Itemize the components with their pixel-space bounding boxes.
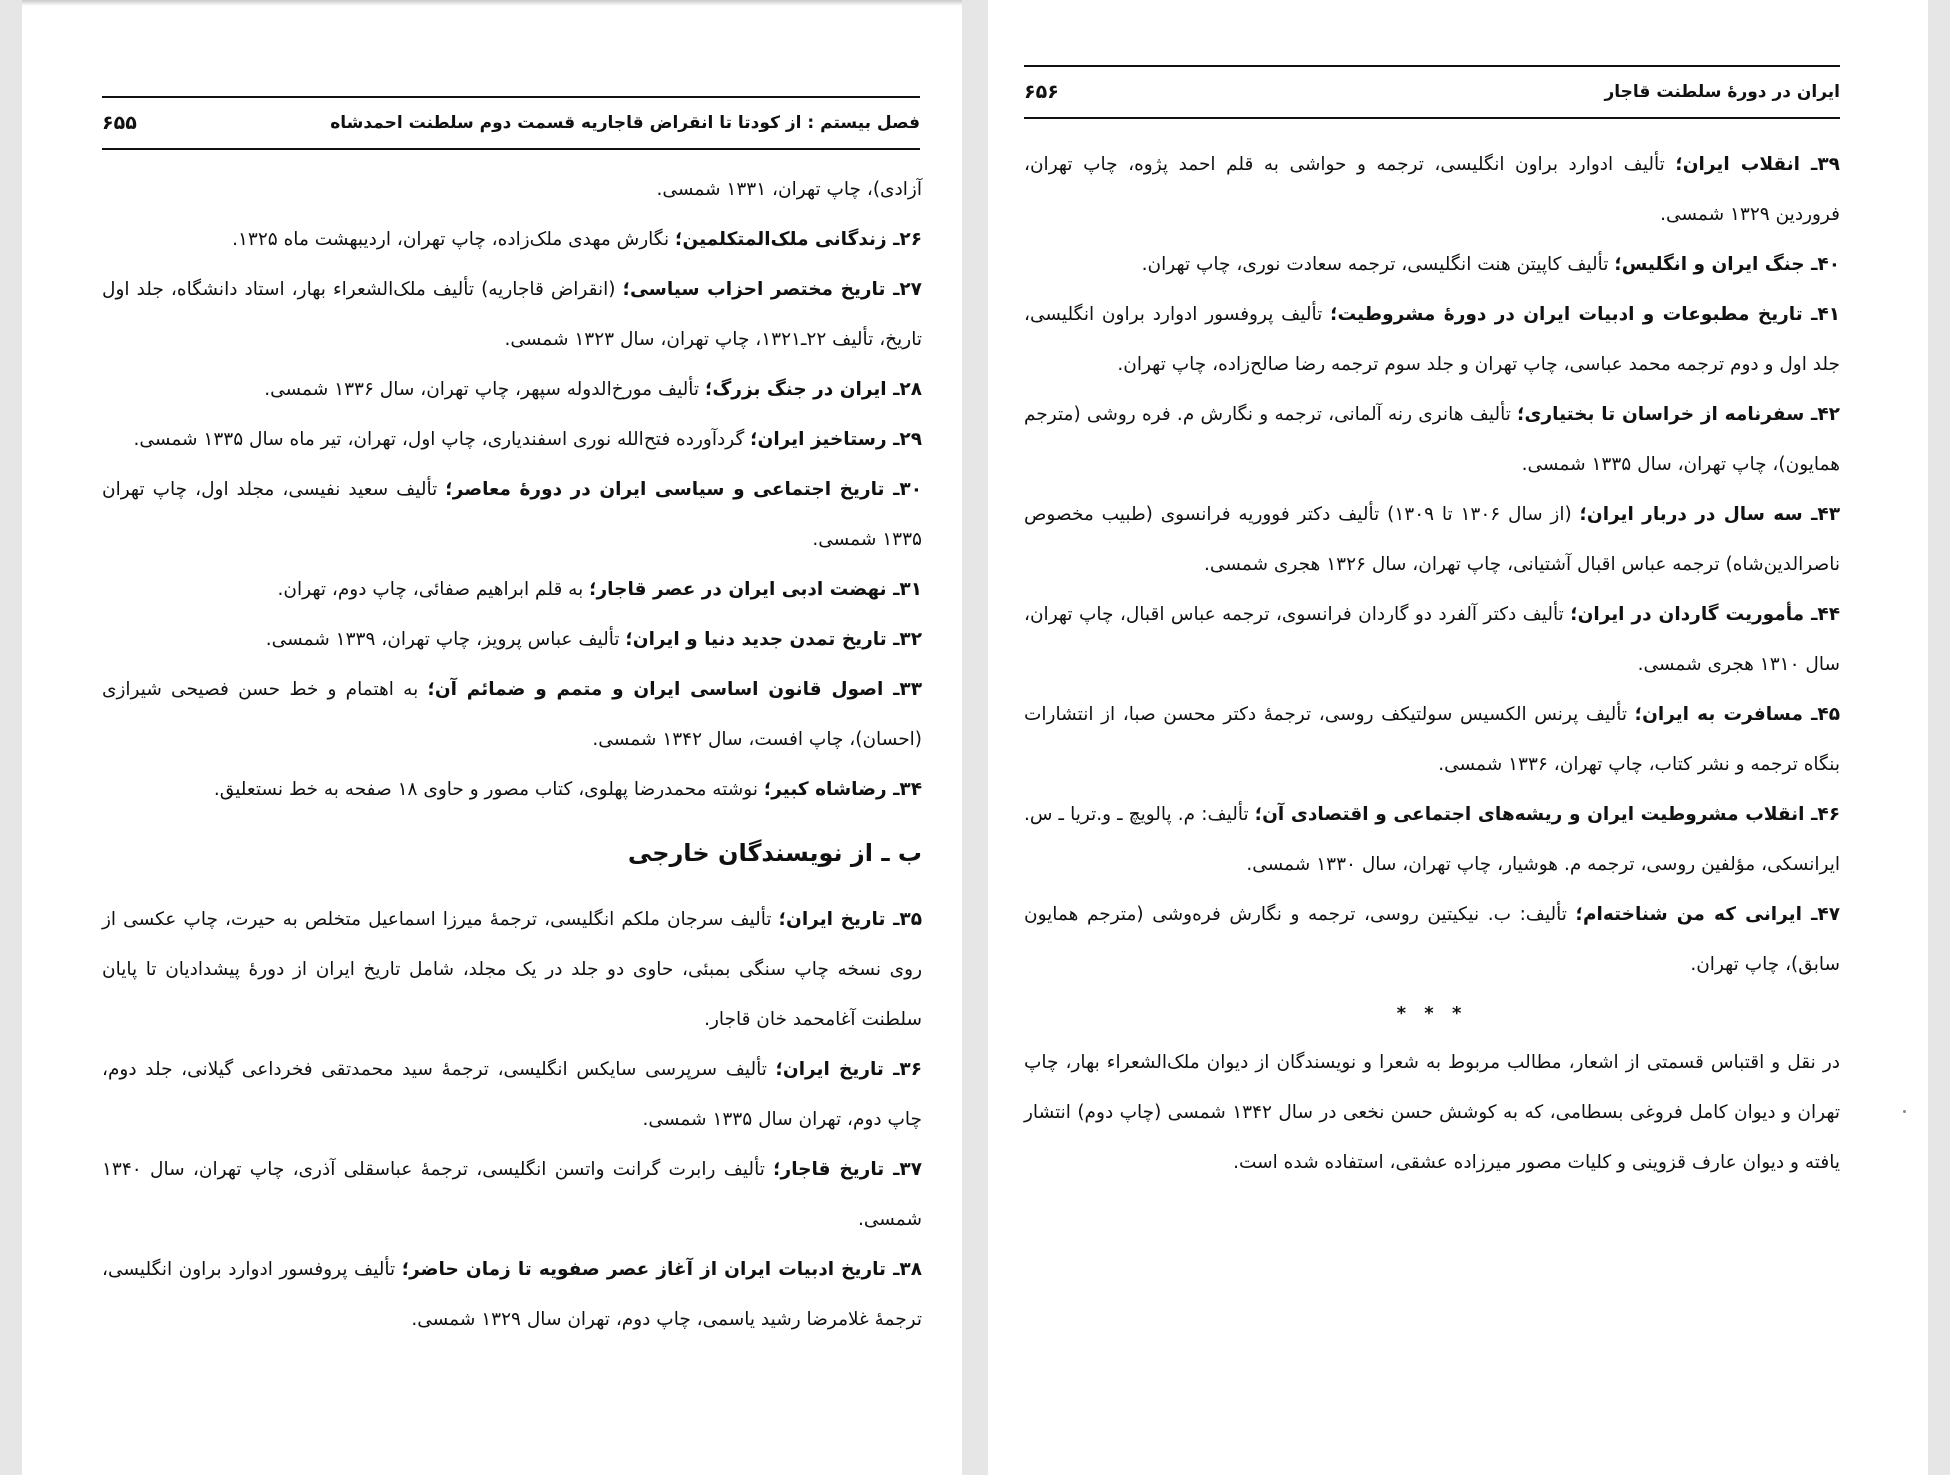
entry-title: ۴۴ـ مأموریت گاردان در ایران؛ — [1570, 604, 1840, 625]
entry-text: آزادی)، چاپ تهران، ۱۳۳۱ شمسی. — [656, 179, 922, 200]
left-page — [22, 0, 962, 1475]
entry-title: ۳۰ـ تاریخ اجتماعی و سیاسی ایران در دورهٔ معاصر؛ — [445, 479, 922, 500]
bibliography-entry — [102, 415, 922, 465]
entry-text: تألیف پروفسور ادوارد براون انگلیسی، جلد اول و دوم ترجمه محمد عباسی، چاپ تهران و جلد سوم ترجمه رضا صالح‌زاده، چاپ تهران. — [1024, 304, 1840, 375]
entry-title: ۲۶ـ زندگانی ملک‌المتکلمین؛ — [675, 229, 922, 250]
entry-title: ۴۱ـ تاریخ مطبوعات و ادبیات ایران در دورهٔ مشروطیت؛ — [1330, 304, 1840, 325]
entry-text: تألیف هانری رنه آلمانی، ترجمه و نگارش م. فره روشی (مترجم همایون)، چاپ تهران، سال ۱۳۳۵ شمسی. — [1024, 404, 1840, 475]
entry-title: ۴۷ـ ایرانی که من شناخته‌ام؛ — [1575, 904, 1841, 925]
section-separator: * * * — [1396, 1003, 1468, 1024]
bibliography-entry — [102, 215, 922, 265]
scan-edge — [22, 0, 962, 6]
entry-text: نگارش مهدی ملک‌زاده، چاپ تهران، اردیبهشت ماه ۱۳۲۵. — [232, 229, 676, 250]
bibliography-entry — [1024, 390, 1840, 490]
bibliography-entry — [102, 165, 922, 215]
entry-text: تألیف دکتر آلفرد دو گاردان فرانسوی، ترجمه عباس اقبال، چاپ تهران، سال ۱۳۱۰ هجری شمسی. — [1024, 604, 1840, 675]
scan-speck — [1903, 1110, 1906, 1113]
bibliography-entry — [102, 615, 922, 665]
entry-title: ۳۷ـ تاریخ قاجار؛ — [773, 1159, 922, 1180]
entry-text: تألیف سعید نفیسی، مجلد اول، چاپ تهران ۱۳۳۵ شمسی. — [102, 479, 922, 550]
left-page-content — [102, 165, 922, 1345]
entry-text: تألیف رابرت گرانت واتسن انگلیسی، ترجمهٔ عباسقلی آذری، چاپ تهران، سال ۱۳۴۰ شمسی. — [102, 1159, 922, 1230]
entry-text: گردآورده فتح‌الله نوری اسفندیاری، چاپ اول، تهران، تیر ماه سال ۱۳۳۵ شمسی. — [133, 429, 751, 450]
entry-text: تألیف سرجان ملکم انگلیسی، ترجمهٔ میرزا اسماعیل متخلص به حیرت، چاپ عکسی از روی نسخه چاپ سنگی بمبئی، حاوی دو جلد در یک مجلد، شامل تاریخ ایران از دورهٔ پیشدادیان تا پایان سلطنت آغامحمد خان قاجار. — [102, 909, 922, 1030]
entry-title: ۴۵ـ مسافرت به ایران؛ — [1634, 704, 1840, 725]
bibliography-entry — [102, 465, 922, 565]
bibliography-entry — [102, 1145, 922, 1245]
entry-title: ۳۵ـ تاریخ ایران؛ — [778, 909, 922, 930]
bibliography-entry — [102, 895, 922, 1045]
entry-text: به اهتمام و خط حسن فصیحی شیرازی (احسان)، چاپ افست، سال ۱۳۴۲ شمسی. — [102, 679, 922, 750]
bibliography-entry — [1024, 890, 1840, 990]
entry-text: تألیف: م. پالویچ ـ و.تریا ـ س. ایرانسکی، مؤلفین روسی، ترجمه م. هوشیار، چاپ تهران، سال ۱۳۳۰ شمسی. — [1024, 804, 1840, 875]
right-page-header — [1024, 65, 1840, 119]
section-heading: ب ـ از نویسندگان خارجی — [627, 839, 922, 867]
entry-title: ۲۸ـ ایران در جنگ بزرگ؛ — [704, 379, 922, 400]
entry-text: تألیف سرپرسی سایکس انگلیسی، ترجمهٔ سید محمدتقی فخرداعی گیلانی، جلد دوم، چاپ دوم، تهران سال ۱۳۳۵ شمسی. — [102, 1059, 922, 1130]
bibliography-entry — [102, 265, 922, 365]
entry-text: به قلم ابراهیم صفائی، چاپ دوم، تهران. — [277, 579, 590, 600]
right-page-content — [1024, 140, 1840, 1188]
source-note: در نقل و اقتباس قسمتی از اشعار، مطالب مربوط به شعرا و نویسندگان از دیوان ملک‌الشعراء بهار، چاپ تهران و دیوان کامل فروغی بسطامی، که به کوشش حسن نخعی در سال ۱۳۴۲ شمسی (چاپ دوم) انتشار یافته و دیوان عارف قزوینی و کلیات مصور میرزاده عشقی، استفاده شده است. — [1024, 1052, 1841, 1173]
entry-title: ۳۹ـ انقلاب ایران؛ — [1675, 154, 1840, 175]
entry-text: تألیف پرنس الکسیس سولتیکف روسی، ترجمهٔ دکتر محسن صبا، از انتشارات بنگاه ترجمه و نشر کتاب، چاپ تهران، ۱۳۳۶ شمسی. — [1024, 704, 1840, 775]
bibliography-entry — [102, 665, 922, 765]
bibliography-list — [102, 165, 922, 815]
entry-text: نوشته محمدرضا پهلوی، کتاب مصور و حاوی ۱۸ صفحه به خط نستعلیق. — [213, 779, 764, 800]
entry-title: ۴۶ـ انقلاب مشروطیت ایران و ریشه‌های اجتماعی و اقتصادی آن؛ — [1254, 804, 1841, 825]
bibliography-entry — [102, 365, 922, 415]
bibliography-list-foreign — [102, 895, 922, 1345]
bibliography-entry — [1024, 490, 1840, 590]
entry-title: ۳۳ـ اصول قانون اساسی ایران و متمم و ضمائم آن؛ — [427, 679, 922, 700]
entry-title: ۳۲ـ تاریخ تمدن جدید دنیا و ایران؛ — [625, 629, 922, 650]
left-page-header — [102, 96, 920, 150]
entry-title: ۳۴ـ رضاشاه کبیر؛ — [763, 779, 922, 800]
bibliography-entry — [1024, 590, 1840, 690]
entry-text: تألیف پروفسور ادوارد براون انگلیسی، ترجمهٔ غلامرضا رشید یاسمی، چاپ دوم، تهران سال ۱۳۲۹ شمسی. — [102, 1259, 922, 1330]
entry-text: تألیف ادوارد براون انگلیسی، ترجمه و حواشی به قلم احمد پژوه، چاپ تهران، فروردین ۱۳۲۹ شمسی. — [1024, 154, 1840, 225]
entry-title: ۳۶ـ تاریخ ایران؛ — [775, 1059, 922, 1080]
entry-title: ۴۳ـ سه سال در دربار ایران؛ — [1579, 504, 1840, 525]
left-header-title: فصل بیستم : از کودتا تا انقراض قاجاریه قسمت دوم سلطنت احمدشاه — [330, 113, 920, 133]
entry-text: تألیف عباس پرویز، چاپ تهران، ۱۳۳۹ شمسی. — [265, 629, 626, 650]
entry-title: ۳۱ـ نهضت ادبی ایران در عصر قاجار؛ — [589, 579, 922, 600]
entry-title: ۴۲ـ سفرنامه از خراسان تا بختیاری؛ — [1517, 404, 1840, 425]
right-page-number: ۶۵۶ — [1024, 81, 1059, 103]
bibliography-entry — [102, 1245, 922, 1345]
entry-text: (از سال ۱۳۰۶ تا ۱۳۰۹) تألیف دکتر فووریه فرانسوی (طبیب مخصوص ناصرالدین‌شاه) ترجمه عباس اقبال آشتیانی، چاپ تهران، سال ۱۳۲۶ هجری شمسی. — [1024, 504, 1840, 575]
left-page-number: ۶۵۵ — [102, 112, 137, 134]
entry-title: ۲۷ـ تاریخ مختصر احزاب سیاسی؛ — [622, 279, 922, 300]
bibliography-entry — [102, 765, 922, 815]
entry-title: ۳۸ـ تاریخ ادبیات ایران از آغاز عصر صفویه تا زمان حاضر؛ — [401, 1259, 923, 1280]
entry-text: تألیف مورخ‌الدوله سپهر، چاپ تهران، سال ۱۳۳۶ شمسی. — [264, 379, 705, 400]
bibliography-entry — [102, 1045, 922, 1145]
bibliography-entry — [1024, 690, 1840, 790]
bibliography-entry — [1024, 790, 1840, 890]
bibliography-entry — [102, 565, 922, 615]
bibliography-entry — [1024, 140, 1840, 240]
bibliography-list-continued — [1024, 140, 1840, 990]
entry-text: تألیف کاپیتن هنت انگلیسی، ترجمه سعادت نوری، چاپ تهران. — [1141, 254, 1615, 275]
entry-title: ۲۹ـ رستاخیز ایران؛ — [750, 429, 922, 450]
entry-text: (انقراض قاجاریه) تألیف ملک‌الشعراء بهار، استاد دانشگاه، جلد اول تاریخ، تألیف ۲۲ـ۱۳۲۱، چاپ تهران، سال ۱۳۲۳ شمسی. — [102, 279, 922, 350]
entry-text: تألیف: ب. نیکیتین روسی، ترجمه و نگارش فره‌وشی (مترجم همایون سابق)، چاپ تهران. — [1024, 904, 1840, 975]
right-header-title: ایران در دورهٔ سلطنت قاجار — [1604, 82, 1840, 102]
bibliography-entry — [1024, 240, 1840, 290]
right-page — [988, 0, 1928, 1475]
bibliography-entry — [1024, 290, 1840, 390]
entry-title: ۴۰ـ جنگ ایران و انگلیس؛ — [1614, 254, 1840, 275]
